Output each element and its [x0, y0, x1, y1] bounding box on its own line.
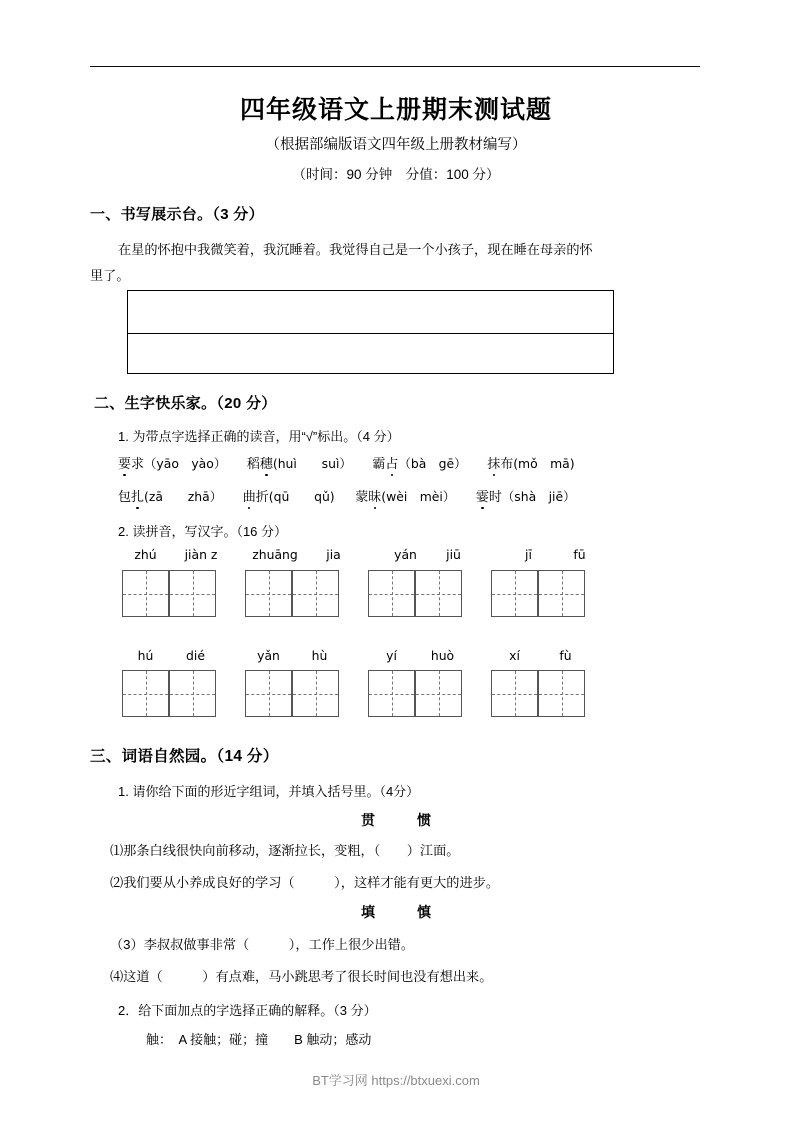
character-grid-pair[interactable]: [368, 670, 462, 717]
handwriting-box-divider: [128, 333, 613, 334]
exam-meta: （时间：90 分钟 分值：100 分）: [292, 167, 500, 182]
character-grid-cell[interactable]: [292, 570, 339, 617]
character-grid-cell[interactable]: [415, 570, 462, 617]
pinyin-item: 包扎(zā zhā）: [118, 486, 222, 505]
character-grid-pair[interactable]: [122, 670, 216, 717]
pinyin-item: 稻穗(huì suì）: [247, 453, 352, 472]
character-grid-cell[interactable]: [368, 570, 415, 617]
character-grid-pair[interactable]: [245, 670, 339, 717]
pinyin-item: 蒙昧(wèi mèi）: [355, 486, 455, 505]
character-grid-cell[interactable]: [368, 670, 415, 717]
character-grid-cell[interactable]: [245, 570, 292, 617]
grid-pinyin-label: dié: [186, 648, 205, 663]
confusable-char-pair-2: 填 慎: [361, 904, 431, 920]
character-grid-pair[interactable]: [491, 570, 585, 617]
pinyin-item: 曲折(qū qǔ): [243, 486, 335, 505]
section-3-item-1[interactable]: ⑴那条白线很快向前移动，逐渐拉长，变粗，（ ）江面。: [110, 843, 460, 858]
section-2-q2-prompt: 2. 读拼音，写汉字。（16 分）: [118, 524, 288, 539]
character-grid-cell[interactable]: [245, 670, 292, 717]
character-grid-cell[interactable]: [491, 670, 538, 717]
grid-pinyin-label: yǎn: [257, 648, 280, 663]
grid-pinyin-label: jiū: [446, 547, 461, 562]
character-grid-cell[interactable]: [491, 570, 538, 617]
grid-pinyin-label: fù: [559, 648, 572, 663]
footer-watermark: BT学习网 https://btxuexi.com: [312, 1073, 480, 1088]
section-3-item-2[interactable]: ⑵我们要从小养成良好的学习（ ），这样才能有更大的进步。: [110, 875, 500, 890]
grid-pinyin-label: jia: [326, 547, 341, 562]
header-rule: [90, 66, 700, 67]
page-subtitle: （根据部编版语文四年级上册教材编写）: [265, 137, 527, 153]
handwriting-box[interactable]: [127, 290, 614, 374]
section-3-item-4[interactable]: ⑷这道（ ）有点难，马小跳思考了很长时间也没有想出来。: [110, 969, 493, 984]
pinyin-item: 抹布(mǒ mā): [487, 453, 574, 472]
pinyin-item: 要求（yāo yào）: [118, 453, 226, 472]
character-grid-cell[interactable]: [538, 670, 585, 717]
pinyin-item: 霸占（bà gē）: [372, 453, 466, 472]
confusable-char-pair-1: 贯 惯: [361, 812, 431, 828]
section-2-heading: 二、生字快乐家。（20 分）: [94, 395, 277, 412]
section-3-q2-prompt: 2．给下面加点的字选择正确的解释。（3 分）: [118, 1003, 377, 1018]
section-1-passage-line-2: 里了。: [90, 268, 130, 283]
grid-pinyin-label: hù: [311, 648, 328, 663]
character-grid-pair[interactable]: [122, 570, 216, 617]
pinyin-item: 霎时（shà jiē）: [476, 486, 576, 505]
character-grid-cell[interactable]: [292, 670, 339, 717]
section-3-heading: 三、词语自然园。（14 分）: [90, 748, 279, 765]
character-grid-pair[interactable]: [491, 670, 585, 717]
section-3-item-3[interactable]: （3）李叔叔做事非常（ ），工作上很少出错。: [110, 937, 415, 952]
section-2-q1-prompt: 1. 为带点字选择正确的读音，用“√”标出。（4 分）: [118, 429, 400, 444]
character-grid-pair[interactable]: [245, 570, 339, 617]
grid-pinyin-label: huò: [430, 648, 455, 663]
section-3-q2-options: 触： A 接触；碰；撞 B 触动；感动: [146, 1032, 372, 1047]
grid-pinyin-label: zhuāng: [252, 547, 298, 562]
character-grid-cell[interactable]: [169, 670, 216, 717]
section-1-heading: 一、书写展示台。（3 分）: [90, 206, 264, 223]
grid-pinyin-label: zhú: [134, 547, 157, 562]
character-grid-cell[interactable]: [169, 570, 216, 617]
pinyin-choice-row-2[interactable]: [118, 486, 593, 505]
pinyin-choice-row-1[interactable]: [118, 453, 592, 472]
character-grid-cell[interactable]: [122, 570, 169, 617]
page-title: 四年级语文上册期末测试题: [239, 96, 552, 124]
character-grid-cell[interactable]: [122, 670, 169, 717]
character-grid-cell[interactable]: [538, 570, 585, 617]
character-grid-pair[interactable]: [368, 570, 462, 617]
character-grid-cell[interactable]: [415, 670, 462, 717]
grid-pinyin-label: xí: [509, 648, 520, 663]
grid-pinyin-label: jī: [525, 547, 532, 562]
grid-pinyin-label: fū: [573, 547, 586, 562]
section-1-passage-line-1: 在星的怀抱中我微笑着，我沉睡着。我觉得自己是一个小孩子，现在睡在母亲的怀: [118, 242, 593, 257]
grid-pinyin-label: hú: [137, 648, 154, 663]
grid-pinyin-label: yí: [386, 648, 397, 663]
section-3-q1-prompt: 1. 请你给下面的形近字组词，并填入括号里。（4分）: [118, 784, 420, 799]
grid-pinyin-label: yán: [394, 547, 417, 562]
grid-pinyin-label: jiàn z: [184, 547, 218, 562]
